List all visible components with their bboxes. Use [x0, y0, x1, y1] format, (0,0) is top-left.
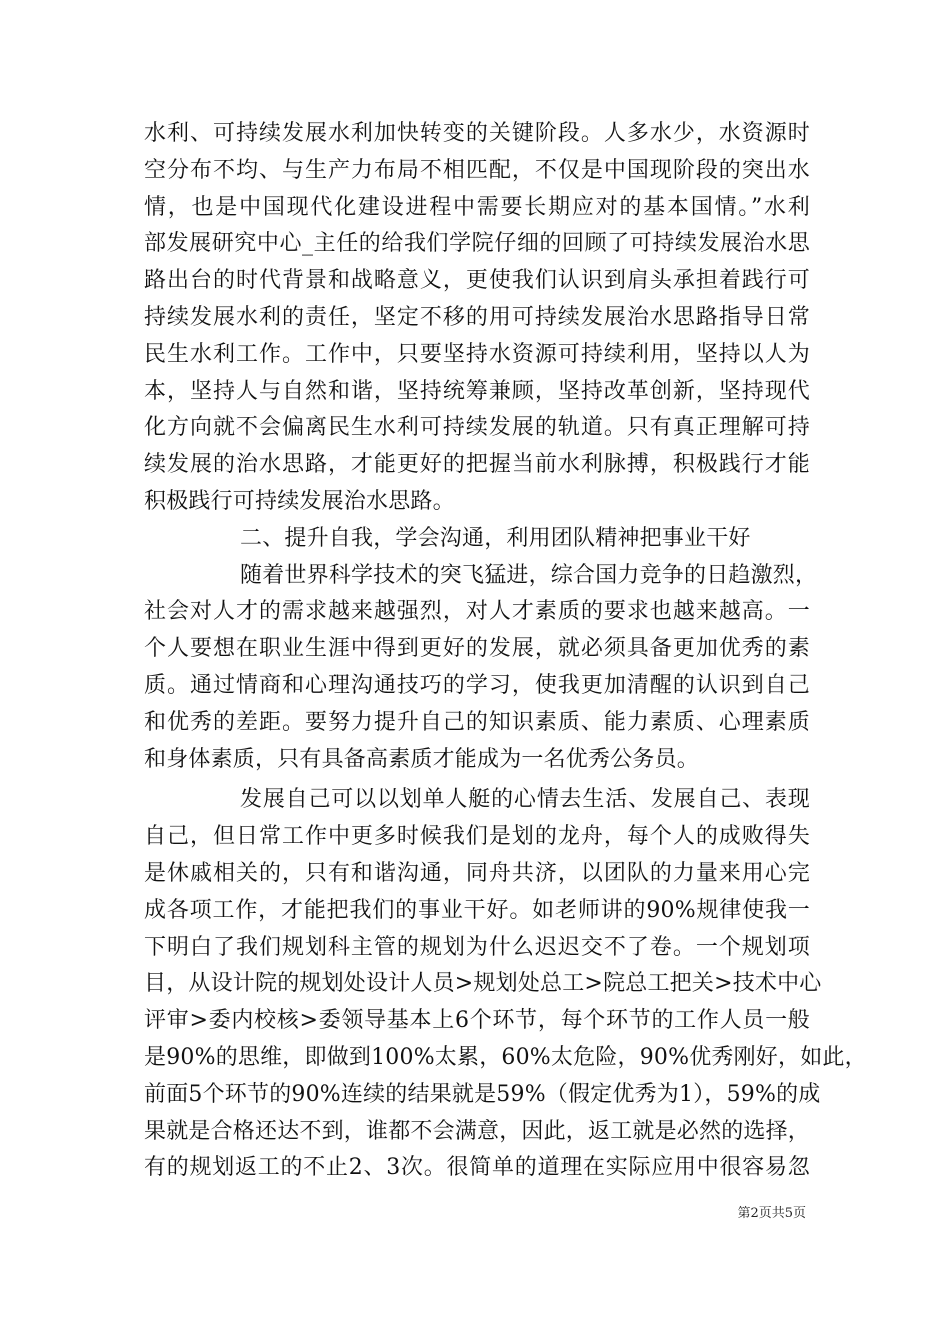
text-line: 前面5个环节的90%连续的结果就是59%（假定优秀为1），59%的成: [144, 1081, 821, 1107]
section-heading: [144, 521, 810, 558]
text-line: 成各项工作，才能把我们的事业干好。如老师讲的90%规律使我一: [144, 897, 810, 923]
text-line: 空分布不均、与生产力布局不相匹配，不仅是中国现阶段的突出水: [144, 157, 810, 183]
text-line: 持续发展水利的责任，坚定不移的用可持续发展治水思路指导日常: [144, 304, 810, 330]
text-line: 民生水利工作。工作中，只要坚持水资源可持续利用，坚持以人为: [144, 341, 810, 367]
paragraph-qualities: [144, 558, 818, 779]
paragraph-continuation: [144, 116, 810, 521]
text-line: 部发展研究中心_主任的给我们学院仔细的回顾了可持续发展治水思: [144, 231, 810, 257]
text-line: 化方向就不会偏离民生水利可持续发展的轨道。只有真正理解可持: [144, 415, 810, 441]
text-line: 果就是合格还达不到，谁都不会满意，因此，返工就是必然的选择，: [144, 1118, 811, 1144]
text-line: 评审>委内校核>委领导基本上6个环节，每个环节的工作人员一般: [144, 1008, 810, 1034]
heading-text: 二、提升自我，学会沟通，利用团队精神把事业干好: [240, 525, 751, 551]
text-line: 质。通过情商和心理沟通技巧的学习，使我更加清醒的认识到自己: [144, 672, 810, 698]
text-line: 有的规划返工的不止2、3次。很简单的道理在实际应用中很容易忽: [144, 1155, 810, 1181]
text-line: 是休戚相关的，只有和谐沟通，同舟共济，以团队的力量来用心完: [144, 860, 810, 886]
text-line: 个人要想在职业生涯中得到更好的发展，就必须具备更加优秀的素: [144, 636, 810, 662]
page-number: 第2页共5页: [737, 1206, 806, 1221]
text-line: 是90%的思维，即做到100%太累，60%太危险，90%优秀刚好，如此，: [144, 1044, 867, 1070]
text-line: 路出台的时代背景和战略意义，更使我们认识到肩头承担着践行可: [144, 268, 810, 294]
text-line: 和身体素质，只有具备高素质才能成为一名优秀公务员。: [144, 746, 700, 772]
text-line: 自己，但日常工作中更多时候我们是划的龙舟，每个人的成败得失: [144, 824, 810, 850]
text-line: 发展自己可以以划单人艇的心情去生活、发展自己、表现: [240, 787, 810, 813]
text-line: 目，从设计院的规划处设计人员>规划处总工>院总工把关>技术中心: [144, 971, 822, 997]
paragraph-teamwork: [144, 782, 867, 1187]
text-line: 积极践行可持续发展治水思路。: [144, 488, 455, 514]
text-line: 和优秀的差距。要努力提升自己的知识素质、能力素质、心理素质: [144, 709, 810, 735]
text-line: 水利、可持续发展水利加快转变的关键阶段。人多水少，水资源时: [144, 121, 810, 146]
text-line: 情，也是中国现代化建设进程中需要长期应对的基本国情。”水利: [144, 194, 810, 220]
text-line: 社会对人才的需求越来越强烈，对人才素质的要求也越来越高。一: [144, 599, 810, 625]
text-line: 本，坚持人与自然和谐，坚持统筹兼顾，坚持改革创新，坚持现代: [144, 378, 810, 404]
text-line: 续发展的治水思路，才能更好的把握当前水利脉搏，积极践行才能: [144, 452, 810, 478]
text-line: 随着世界科学技术的突飞猛进，综合国力竞争的日趋激烈，: [240, 562, 818, 588]
text-line: 下明白了我们规划科主管的规划为什么迟迟交不了卷。一个规划项: [144, 934, 810, 960]
document-body: [144, 116, 867, 1187]
